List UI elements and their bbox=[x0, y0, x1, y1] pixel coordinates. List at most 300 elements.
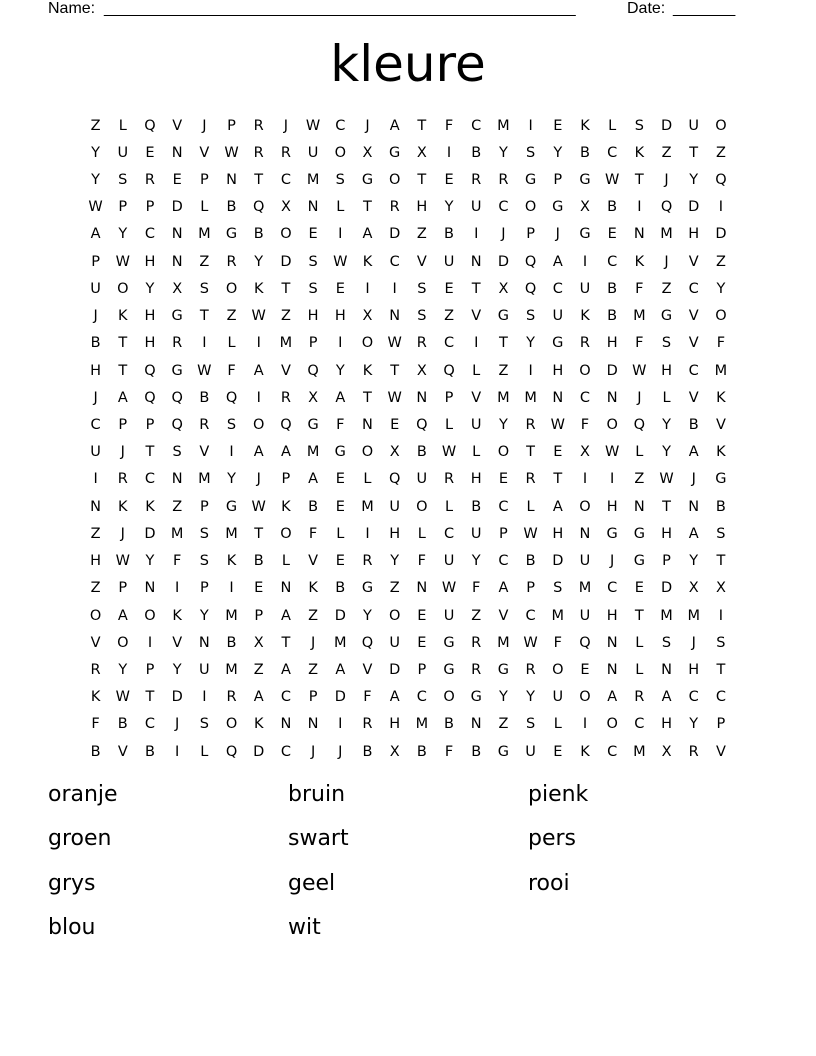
grid-letter: W bbox=[523, 525, 538, 542]
grid-letter: Y bbox=[227, 471, 236, 488]
grid-letter: G bbox=[443, 661, 455, 678]
grid-letter: L bbox=[336, 525, 345, 542]
grid-letter: L bbox=[472, 362, 481, 379]
grid-letter: Y bbox=[91, 144, 101, 161]
grid-letter: O bbox=[280, 525, 292, 542]
grid-letter: B bbox=[117, 716, 128, 733]
grid-letter: N bbox=[470, 253, 482, 270]
grid-letter: T bbox=[634, 607, 644, 624]
grid-letter: P bbox=[145, 661, 155, 678]
grid-letter: Z bbox=[90, 525, 101, 542]
grid-letter: V bbox=[471, 308, 482, 325]
grid-letter: F bbox=[635, 280, 644, 297]
grid-letter: T bbox=[145, 689, 155, 706]
grid-letter: O bbox=[225, 716, 238, 733]
grid-letter: I bbox=[446, 144, 452, 161]
grid-letter: Y bbox=[172, 661, 182, 678]
grid-letter: M bbox=[306, 172, 320, 189]
grid-letter: I bbox=[637, 199, 642, 216]
grid-letter: C bbox=[416, 689, 427, 706]
grid-letter: P bbox=[118, 580, 128, 597]
grid-letter: C bbox=[498, 553, 509, 570]
grid-letter: W bbox=[333, 253, 348, 270]
grid-letter: D bbox=[389, 661, 401, 678]
grid-letter: H bbox=[606, 607, 618, 624]
grid-letter: T bbox=[662, 498, 671, 515]
grid-letter: M bbox=[415, 716, 429, 733]
grid-letter: I bbox=[202, 335, 207, 352]
grid-letter: M bbox=[225, 607, 238, 624]
grid-letter: O bbox=[253, 417, 265, 434]
word-list-item: swart bbox=[288, 826, 349, 852]
grid-letter: T bbox=[281, 634, 291, 651]
grid-letter: W bbox=[251, 498, 266, 515]
grid-letter: G bbox=[389, 144, 401, 161]
word-list-item: pienk bbox=[528, 782, 589, 807]
grid-letter: B bbox=[144, 743, 155, 760]
grid-letter: O bbox=[388, 172, 401, 189]
grid-letter: D bbox=[688, 199, 700, 216]
grid-letter: Z bbox=[90, 580, 101, 597]
grid-letter: N bbox=[171, 471, 183, 488]
grid-letter: A bbox=[90, 226, 101, 243]
grid-letter: V bbox=[199, 444, 210, 461]
grid-letter: A bbox=[335, 661, 346, 678]
grid-letter: F bbox=[363, 689, 372, 706]
grid-letter: Q bbox=[660, 199, 673, 216]
grid-letter: P bbox=[417, 661, 427, 678]
grid-letter: T bbox=[526, 444, 536, 461]
grid-letter: V bbox=[471, 389, 482, 406]
grid-letter: U bbox=[552, 308, 564, 325]
grid-letter: C bbox=[688, 362, 699, 379]
grid-letter: O bbox=[606, 716, 618, 733]
grid-letter: R bbox=[634, 689, 645, 706]
grid-letter: G bbox=[470, 689, 482, 706]
grid-letter: E bbox=[254, 580, 264, 597]
grid-letter: G bbox=[633, 553, 645, 570]
grid-letter: T bbox=[254, 172, 264, 189]
grid-letter: K bbox=[308, 580, 318, 597]
grid-letter: Y bbox=[335, 362, 345, 379]
grid-letter: I bbox=[582, 716, 588, 733]
grid-letter: O bbox=[334, 144, 346, 161]
grid-letter: C bbox=[688, 689, 699, 706]
grid-letter: P bbox=[145, 199, 155, 216]
grid-letter: X bbox=[389, 444, 400, 461]
grid-letter: R bbox=[117, 471, 128, 488]
grid-letter: P bbox=[145, 417, 155, 434]
grid-letter: O bbox=[361, 444, 374, 461]
grid-letter: N bbox=[171, 253, 183, 270]
grid-letter: M bbox=[225, 661, 238, 678]
grid-letter: U bbox=[117, 144, 129, 161]
grid-letter: M bbox=[497, 389, 510, 406]
grid-letter: Y bbox=[498, 144, 508, 161]
grid-letter: V bbox=[117, 743, 128, 760]
grid-letter: L bbox=[608, 117, 617, 134]
grid-letter: Y bbox=[526, 689, 536, 706]
grid-letter: B bbox=[688, 417, 699, 434]
grid-letter: R bbox=[226, 253, 237, 270]
grid-letter: I bbox=[229, 580, 234, 597]
grid-letter: B bbox=[444, 226, 454, 243]
grid-letter: U bbox=[470, 199, 482, 216]
grid-letter: R bbox=[280, 389, 291, 406]
grid-letter: J bbox=[637, 389, 642, 406]
grid-letter: I bbox=[256, 335, 261, 352]
grid-letter: F bbox=[444, 117, 454, 134]
grid-letter: R bbox=[253, 144, 264, 161]
grid-letter: T bbox=[471, 280, 481, 297]
grid-letter: M bbox=[633, 308, 646, 325]
grid-letter: O bbox=[280, 226, 292, 243]
grid-letter: Y bbox=[363, 607, 372, 624]
grid-letter: N bbox=[688, 498, 700, 515]
grid-letter: Q bbox=[144, 362, 156, 379]
grid-letter: D bbox=[715, 226, 727, 243]
grid-letter: Z bbox=[498, 362, 509, 379]
grid-letter: C bbox=[607, 580, 618, 597]
grid-letter: I bbox=[256, 389, 261, 406]
grid-letter: D bbox=[171, 689, 183, 706]
grid-letter: S bbox=[525, 716, 536, 733]
grid-letter: O bbox=[715, 117, 727, 134]
grid-letter: I bbox=[582, 471, 588, 488]
grid-letter: C bbox=[634, 716, 645, 733]
grid-letter: W bbox=[523, 634, 538, 651]
grid-letter: B bbox=[362, 743, 373, 760]
grid-letter: Z bbox=[280, 308, 291, 325]
grid-letter: V bbox=[90, 634, 101, 651]
grid-letter: Z bbox=[308, 661, 319, 678]
grid-letter: H bbox=[144, 308, 156, 325]
grid-letter: D bbox=[144, 525, 156, 542]
grid-letter: N bbox=[280, 716, 292, 733]
grid-letter: W bbox=[115, 253, 130, 270]
grid-letter: L bbox=[526, 498, 535, 515]
grid-letter: R bbox=[389, 199, 400, 216]
date-field-line: _______ bbox=[673, 0, 736, 17]
grid-letter: C bbox=[579, 389, 591, 406]
grid-letter: V bbox=[498, 607, 509, 624]
grid-letter: Y bbox=[118, 226, 128, 243]
grid-letter: M bbox=[551, 607, 565, 624]
grid-letter: K bbox=[253, 716, 264, 733]
grid-letter: Z bbox=[661, 280, 672, 297]
grid-letter: X bbox=[416, 144, 427, 161]
grid-letter: F bbox=[716, 335, 726, 352]
grid-letter: Q bbox=[225, 743, 238, 760]
grid-letter: M bbox=[633, 743, 646, 760]
grid-letter: S bbox=[716, 634, 726, 651]
grid-letter: Y bbox=[145, 553, 155, 570]
grid-letter: B bbox=[416, 743, 427, 760]
word-list-item: rooi bbox=[528, 870, 570, 896]
grid-letter: P bbox=[199, 498, 209, 515]
grid-letter: A bbox=[389, 689, 400, 706]
grid-letter: N bbox=[606, 634, 618, 651]
grid-letter: G bbox=[361, 172, 374, 189]
grid-letter: K bbox=[145, 498, 155, 515]
grid-letter: E bbox=[580, 661, 590, 678]
grid-letter: W bbox=[305, 117, 321, 134]
grid-letter: N bbox=[552, 389, 564, 406]
grid-letter: C bbox=[280, 172, 291, 189]
grid-letter: B bbox=[226, 199, 237, 216]
grid-letter: U bbox=[416, 471, 428, 488]
grid-letter: C bbox=[471, 117, 482, 134]
grid-letter: V bbox=[280, 362, 291, 379]
grid-letter: S bbox=[525, 308, 536, 325]
grid-letter: L bbox=[635, 444, 644, 461]
grid-letter: L bbox=[200, 199, 209, 216]
grid-letter: E bbox=[335, 498, 345, 515]
grid-letter: L bbox=[635, 634, 644, 651]
grid-letter: J bbox=[691, 634, 696, 651]
word-list bbox=[48, 780, 768, 957]
grid-letter: O bbox=[579, 362, 591, 379]
grid-letter: A bbox=[362, 226, 373, 243]
grid-letter: G bbox=[497, 308, 510, 325]
grid-letter: Q bbox=[715, 172, 727, 189]
grid-letter: L bbox=[227, 335, 236, 352]
grid-letter: T bbox=[716, 553, 726, 570]
grid-letter: N bbox=[661, 661, 672, 678]
grid-letter: F bbox=[553, 634, 562, 651]
grid-letter: W bbox=[441, 580, 457, 597]
grid-letter: E bbox=[335, 471, 345, 488]
grid-letter: Z bbox=[471, 607, 482, 624]
grid-letter: H bbox=[389, 525, 401, 542]
grid-letter: G bbox=[307, 417, 319, 434]
grid-letter: Z bbox=[634, 471, 645, 488]
grid-letter: G bbox=[497, 661, 510, 678]
grid-letter: O bbox=[89, 607, 102, 624]
grid-letter: O bbox=[552, 661, 564, 678]
grid-letter: T bbox=[689, 144, 699, 161]
grid-letter: T bbox=[390, 362, 400, 379]
grid-letter: C bbox=[280, 689, 291, 706]
grid-letter: J bbox=[202, 117, 207, 134]
grid-letter: F bbox=[635, 335, 644, 352]
grid-letter: A bbox=[308, 471, 319, 488]
grid-letter: R bbox=[688, 743, 699, 760]
grid-letter: C bbox=[144, 716, 156, 733]
grid-letter: D bbox=[660, 117, 673, 134]
grid-letter: B bbox=[607, 280, 618, 297]
grid-letter: Q bbox=[171, 389, 183, 406]
grid-letter: I bbox=[338, 716, 343, 733]
grid-letter: W bbox=[441, 444, 457, 461]
grid-letter: N bbox=[606, 389, 618, 406]
grid-letter: R bbox=[525, 417, 536, 434]
grid-letter: Z bbox=[498, 716, 509, 733]
name-field-line: _____________________________________________________ bbox=[104, 0, 576, 17]
grid-letter: U bbox=[470, 417, 482, 434]
grid-letter: D bbox=[552, 553, 564, 570]
grid-letter: V bbox=[308, 553, 319, 570]
grid-letter: O bbox=[579, 498, 591, 515]
grid-letter: B bbox=[471, 743, 482, 760]
grid-letter: X bbox=[580, 199, 590, 216]
grid-letter: S bbox=[661, 335, 672, 352]
grid-letter: K bbox=[580, 117, 590, 134]
grid-letter: R bbox=[172, 335, 183, 352]
grid-letter: O bbox=[388, 607, 401, 624]
grid-letter: H bbox=[661, 362, 672, 379]
grid-letter: Y bbox=[689, 716, 699, 733]
grid-letter: W bbox=[115, 553, 130, 570]
grid-letter: T bbox=[118, 362, 128, 379]
grid-letter: N bbox=[171, 226, 183, 243]
grid-letter: B bbox=[471, 498, 482, 515]
grid-letter: C bbox=[90, 417, 101, 434]
grid-letter: R bbox=[362, 716, 373, 733]
grid-letter: M bbox=[361, 498, 374, 515]
grid-letter: G bbox=[579, 172, 591, 189]
grid-letter: I bbox=[229, 444, 234, 461]
grid-letter: I bbox=[610, 471, 615, 488]
grid-letter: K bbox=[634, 253, 645, 270]
grid-letter: V bbox=[715, 417, 726, 434]
grid-letter: N bbox=[362, 417, 373, 434]
grid-letter: J bbox=[664, 253, 669, 270]
grid-letter: V bbox=[688, 253, 699, 270]
grid-letter: K bbox=[118, 498, 128, 515]
grid-letter: M bbox=[660, 226, 673, 243]
grid-letter: E bbox=[335, 280, 345, 297]
grid-letter: W bbox=[604, 172, 620, 189]
grid-letter: S bbox=[634, 117, 644, 134]
grid-letter: C bbox=[443, 335, 455, 352]
grid-letter: Z bbox=[226, 308, 237, 325]
grid-letter: M bbox=[198, 471, 211, 488]
grid-letter: S bbox=[335, 172, 345, 189]
grid-letter: W bbox=[115, 689, 130, 706]
grid-letter: A bbox=[117, 389, 128, 406]
grid-letter: S bbox=[118, 172, 128, 189]
grid-letter: U bbox=[470, 525, 482, 542]
grid-letter: Z bbox=[199, 253, 210, 270]
grid-letter: G bbox=[524, 172, 537, 189]
grid-letter: X bbox=[416, 362, 427, 379]
grid-letter: R bbox=[280, 144, 291, 161]
grid-letter: L bbox=[200, 743, 209, 760]
grid-letter: Y bbox=[199, 607, 209, 624]
grid-letter: K bbox=[90, 689, 101, 706]
grid-letter: D bbox=[171, 199, 183, 216]
grid-letter: J bbox=[256, 471, 261, 488]
grid-letter: D bbox=[334, 607, 346, 624]
grid-letter: R bbox=[525, 661, 536, 678]
grid-letter: L bbox=[444, 498, 454, 515]
grid-letter: C bbox=[688, 280, 699, 297]
grid-letter: U bbox=[579, 607, 591, 624]
grid-letter: T bbox=[145, 444, 155, 461]
grid-letter: V bbox=[688, 389, 699, 406]
grid-letter: P bbox=[118, 417, 128, 434]
grid-letter: J bbox=[93, 308, 98, 325]
grid-letter: G bbox=[225, 226, 238, 243]
grid-letter: Y bbox=[526, 335, 536, 352]
grid-letter: N bbox=[226, 172, 237, 189]
grid-letter: E bbox=[335, 553, 345, 570]
grid-letter: C bbox=[552, 280, 563, 297]
grid-letter: U bbox=[688, 117, 700, 134]
grid-letter: X bbox=[362, 144, 373, 161]
grid-letter: P bbox=[499, 525, 508, 542]
grid-letter: E bbox=[145, 144, 155, 161]
grid-letter: Z bbox=[308, 607, 319, 624]
grid-letter: T bbox=[553, 471, 563, 488]
grid-letter: T bbox=[254, 525, 264, 542]
grid-letter: Q bbox=[579, 634, 591, 651]
grid-letter: S bbox=[417, 280, 427, 297]
grid-letter: O bbox=[361, 335, 374, 352]
grid-letter: X bbox=[389, 743, 400, 760]
grid-letter: Q bbox=[388, 471, 401, 488]
grid-letter: T bbox=[716, 661, 726, 678]
grid-letter: I bbox=[718, 607, 724, 624]
grid-letter: M bbox=[714, 362, 728, 379]
grid-letter: R bbox=[471, 661, 482, 678]
grid-letter: W bbox=[604, 444, 620, 461]
grid-letter: I bbox=[528, 362, 533, 379]
grid-letter: B bbox=[90, 335, 101, 352]
grid-letter: I bbox=[392, 280, 397, 297]
grid-letter: X bbox=[280, 199, 291, 216]
grid-letter: N bbox=[579, 525, 591, 542]
grid-letter: U bbox=[552, 689, 564, 706]
grid-letter: T bbox=[363, 199, 372, 216]
grid-letter: B bbox=[308, 498, 319, 515]
grid-letter: R bbox=[90, 661, 101, 678]
grid-letter: Z bbox=[715, 144, 726, 161]
grid-letter: U bbox=[443, 607, 455, 624]
grid-letter: H bbox=[389, 716, 401, 733]
grid-letter: A bbox=[280, 661, 291, 678]
grid-letter: P bbox=[254, 607, 264, 624]
grid-letter: W bbox=[197, 362, 212, 379]
grid-letter: K bbox=[172, 607, 182, 624]
grid-letter: B bbox=[607, 308, 618, 325]
word-list-item: groen bbox=[48, 826, 112, 852]
grid-letter: K bbox=[580, 743, 590, 760]
grid-letter: X bbox=[172, 280, 183, 297]
grid-letter: R bbox=[443, 471, 455, 488]
grid-letter: W bbox=[88, 199, 103, 216]
grid-letter: P bbox=[199, 580, 209, 597]
grid-letter: S bbox=[199, 716, 209, 733]
grid-letter: L bbox=[662, 389, 671, 406]
grid-letter: I bbox=[338, 335, 343, 352]
grid-letter: E bbox=[172, 172, 182, 189]
grid-letter: I bbox=[93, 471, 98, 488]
grid-letter: L bbox=[281, 553, 290, 570]
grid-letter: E bbox=[390, 417, 400, 434]
grid-letter: Y bbox=[118, 661, 128, 678]
grid-letter: C bbox=[607, 253, 618, 270]
grid-letter: H bbox=[688, 226, 700, 243]
grid-letter: M bbox=[660, 607, 673, 624]
grid-letter: G bbox=[552, 199, 564, 216]
grid-letter: J bbox=[175, 716, 180, 733]
grid-letter: Q bbox=[524, 253, 537, 270]
grid-letter: G bbox=[715, 471, 727, 488]
grid-letter: F bbox=[227, 362, 236, 379]
grid-letter: P bbox=[526, 580, 535, 597]
